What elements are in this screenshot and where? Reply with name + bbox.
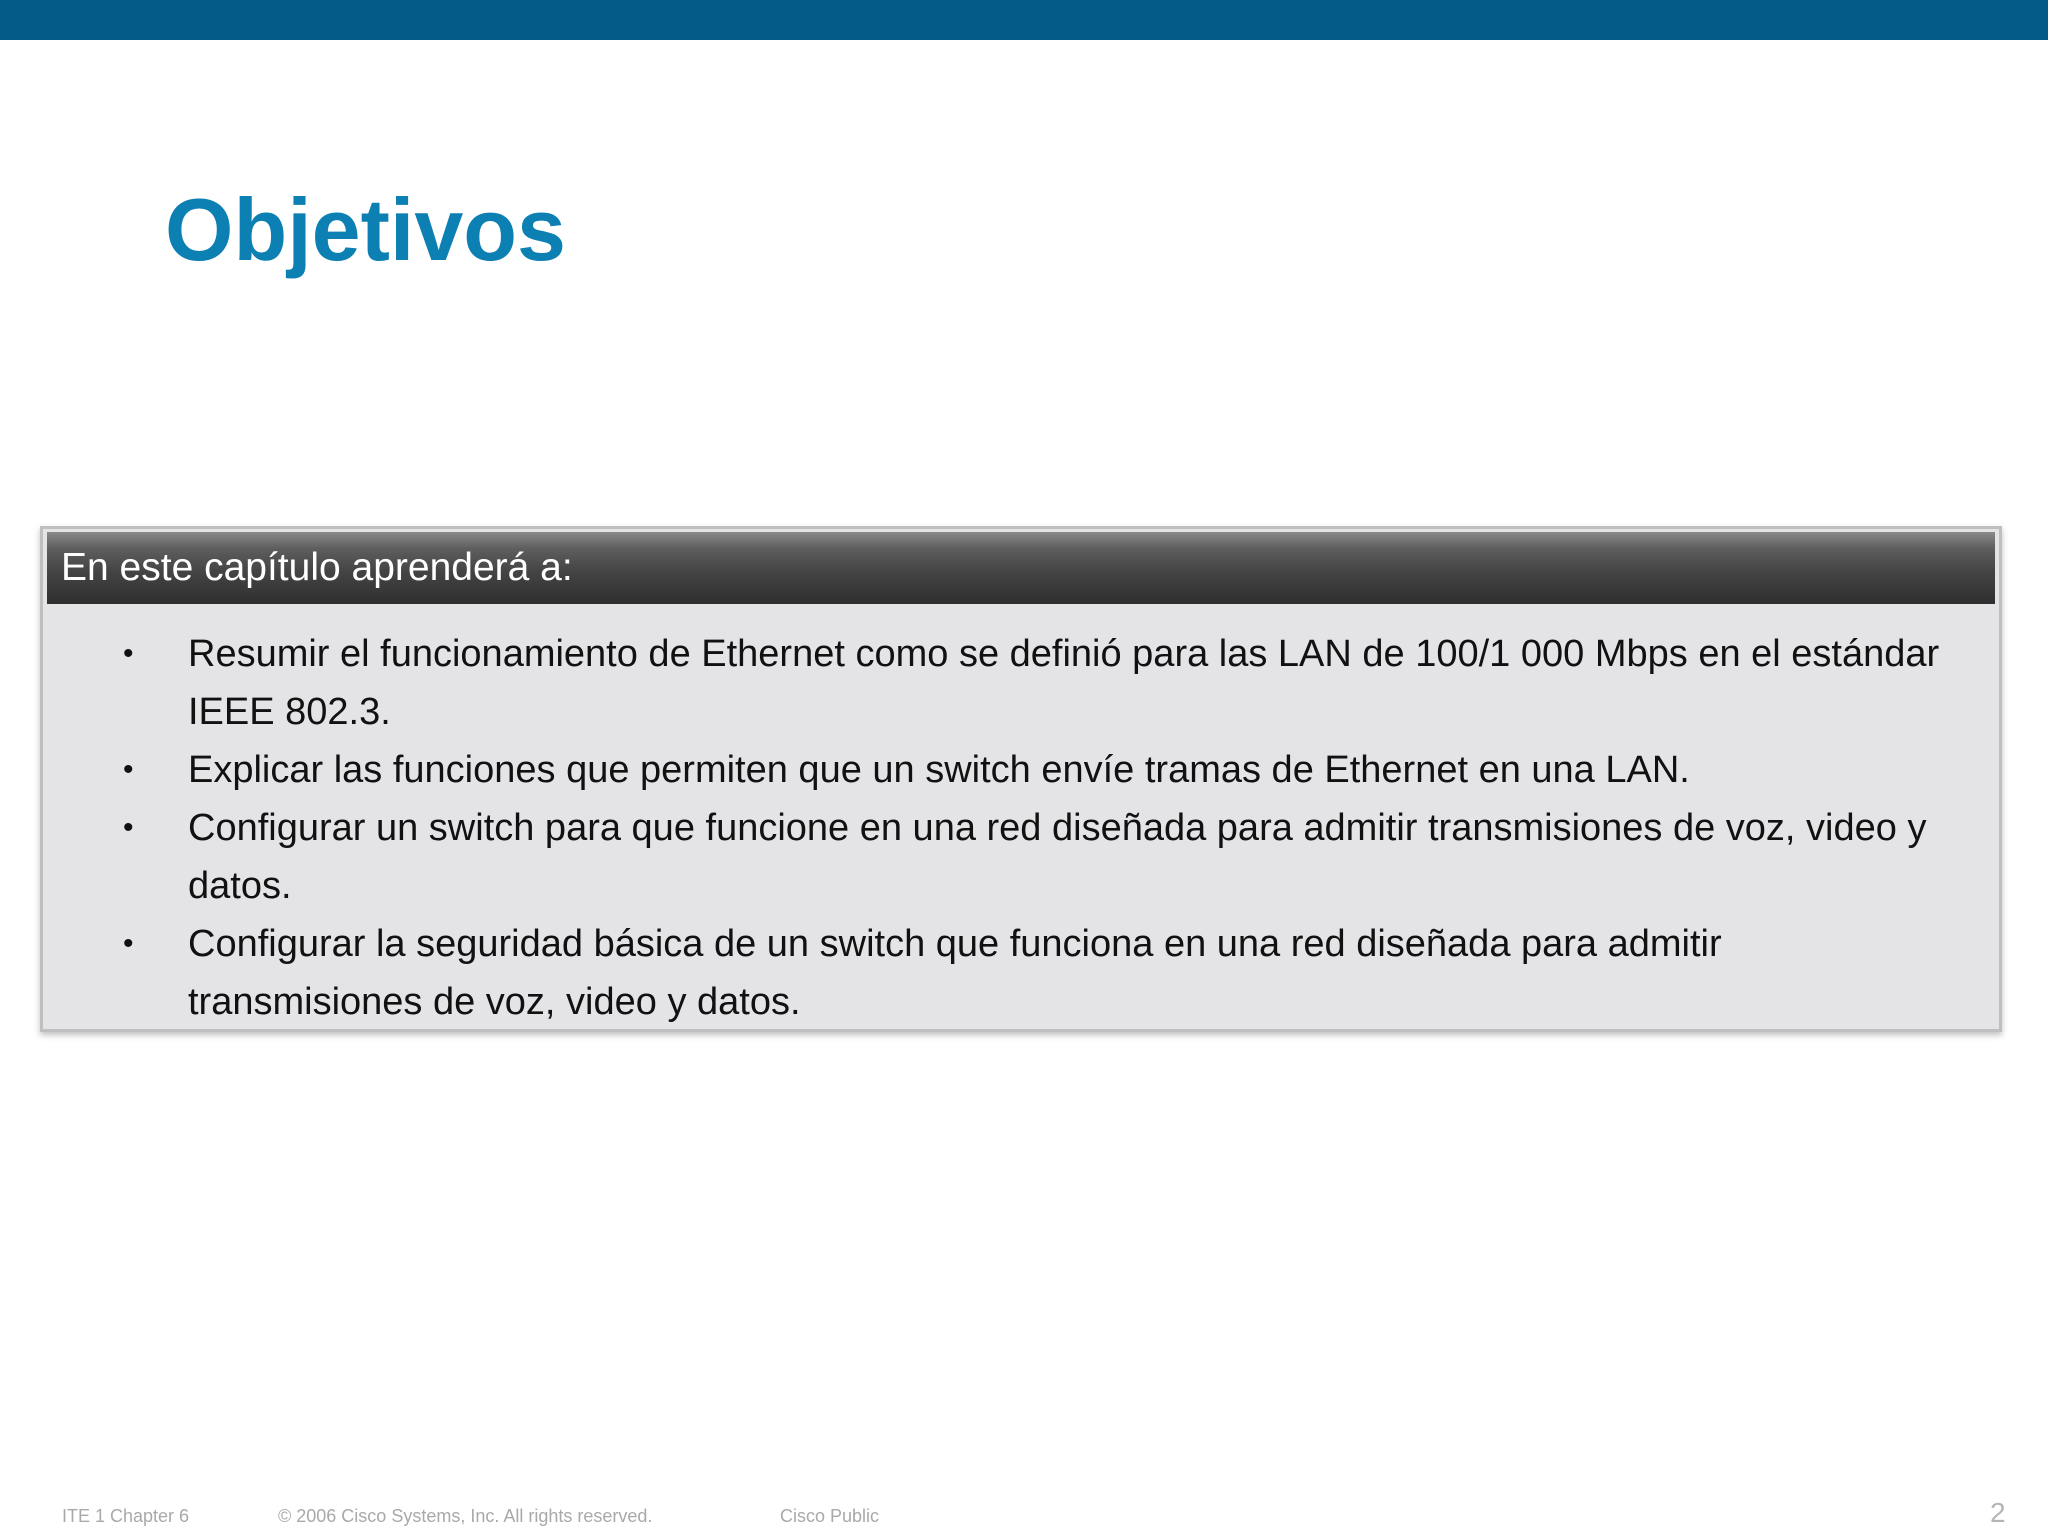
footer-chapter: ITE 1 Chapter 6 [62,1506,190,1526]
bullet-icon: • [123,637,134,670]
objective-item [43,915,1999,1031]
objective-text: Explicar las funciones que permiten que un switch envíe tramas de Ethernet en una LAN. [188,749,1690,791]
objective-item [43,625,1999,741]
objective-text: Configurar la seguridad básica de un switch que funciona en una red diseñada para admitir transmisiones de voz, video y datos. [188,923,1722,1023]
objectives-list [43,625,1999,1031]
bullet-icon: • [123,927,134,960]
page-number: 2 [1990,1497,2006,1528]
top-banner-bar [0,0,2048,40]
bullet-icon: • [123,811,134,844]
slide-title: Objetivos [165,180,566,279]
panel-header-text: En este capítulo aprenderá a: [61,546,573,589]
objective-item [43,799,1999,915]
objective-text: Configurar un switch para que funcione en una red diseñada para admitir transmisiones de voz, video y datos. [188,807,1927,907]
footer-copyright: © 2006 Cisco Systems, Inc. All rights reserved. [278,1506,653,1526]
objective-item [43,741,1999,799]
objectives-panel [40,526,2002,1032]
footer-classification: Cisco Public [780,1506,880,1526]
objective-text: Resumir el funcionamiento de Ethernet como se definió para las LAN de 100/1 000 Mbps en el estándar IEEE 802.3. [188,633,1940,733]
bullet-icon: • [123,753,134,786]
panel-header [47,532,1995,604]
